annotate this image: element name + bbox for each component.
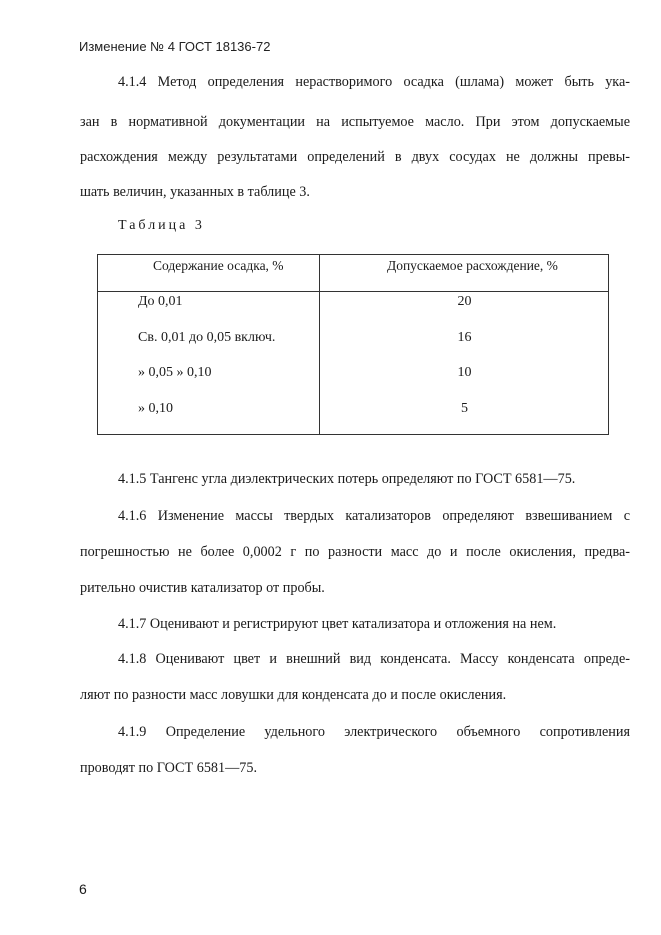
- table-row-1-difference: 20: [457, 294, 472, 309]
- paragraph-4-1-6-line-2: погрешностью не более 0,0002 г по разности масс до и после окисления, предва-: [80, 544, 630, 560]
- table-row-3-difference: 10: [457, 365, 472, 380]
- paragraph-4-1-8-line-1: 4.1.8 Оценивают цвет и внешний вид конденсата. Массу конденсата опреде-: [118, 651, 630, 667]
- table-row-2-difference: 16: [457, 330, 472, 345]
- table-row-2-content: Св. 0,01 до 0,05 включ.: [138, 330, 276, 345]
- page-number: 6: [79, 881, 87, 897]
- paragraph-4-1-5: 4.1.5 Тангенс угла диэлектрических потерь определяют по ГОСТ 6581—75.: [118, 471, 576, 487]
- table-row-3-content: » 0,05 » 0,10: [138, 365, 212, 380]
- table-header-content: Содержание осадка, %: [153, 258, 284, 273]
- table-row-4-content: » 0,10: [138, 401, 173, 416]
- table-title: Таблица 3: [118, 218, 205, 233]
- paragraph-4-1-4-line-3: расхождения между результатами определений в двух сосудах не должны превы-: [80, 149, 630, 165]
- paragraph-4-1-6-line-1: 4.1.6 Изменение массы твердых катализаторов определяют взвешиванием с: [118, 508, 630, 524]
- table-header-difference: Допускаемое расхождение, %: [387, 258, 558, 273]
- table-3: [97, 254, 609, 435]
- paragraph-4-1-6-line-3: рительно очистив катализатор от пробы.: [80, 580, 325, 596]
- table-row-4-difference: 5: [461, 401, 468, 416]
- paragraph-4-1-4-line-4: шать величин, указанных в таблице 3.: [80, 184, 310, 200]
- paragraph-4-1-9-line-2: проводят по ГОСТ 6581—75.: [80, 760, 258, 776]
- table-header-divider: [98, 291, 608, 292]
- table-row-1-content: До 0,01: [138, 294, 183, 309]
- paragraph-4-1-4-line-2: зан в нормативной документации на испытуемое масло. При этом допускаемые: [80, 114, 630, 130]
- paragraph-4-1-4-line-1: 4.1.4 Метод определения нерастворимого осадка (шлама) может быть ука-: [118, 74, 630, 90]
- paragraph-4-1-7: 4.1.7 Оценивают и регистрируют цвет катализатора и отложения на нем.: [118, 616, 557, 632]
- document-header: Изменение № 4 ГОСТ 18136-72: [79, 39, 271, 54]
- paragraph-4-1-8-line-2: ляют по разности масс ловушки для конденсата до и после окисления.: [80, 687, 507, 703]
- paragraph-4-1-9-line-1: 4.1.9 Определение удельного электрического объемного сопротивления: [118, 724, 630, 740]
